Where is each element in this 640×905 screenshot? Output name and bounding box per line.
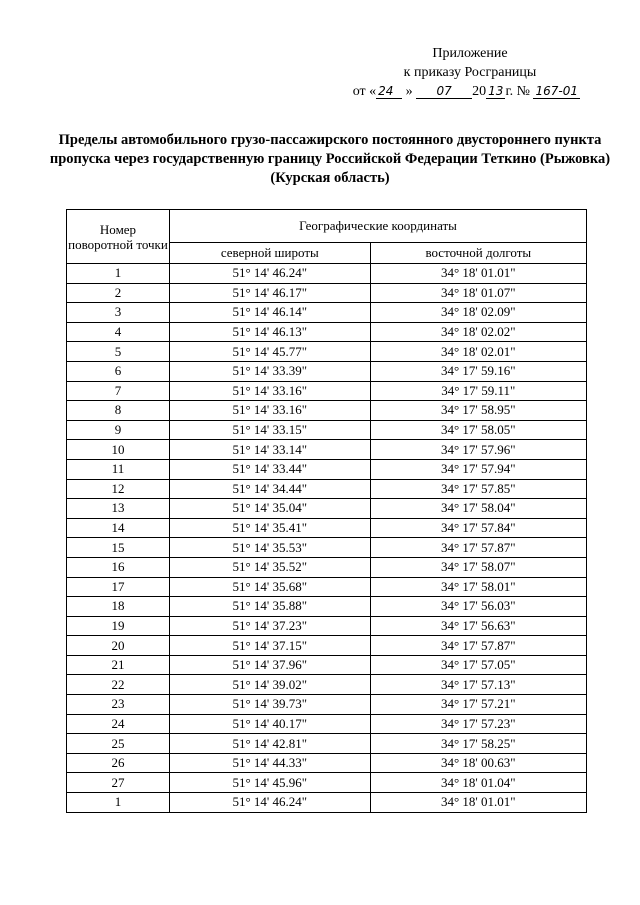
table-row [67,322,587,342]
point-number-cell: 21 [67,655,170,675]
order-year-suffix: 13 [488,84,504,98]
point-number-cell: 8 [67,401,170,421]
north-latitude-cell: 51° 14' 35.52" [170,557,371,577]
east-longitude-cell: 34° 17' 57.85" [370,479,586,499]
table-row [67,479,587,499]
order-year-prefix: 20 [472,84,487,99]
order-year-unit: г. № [505,84,530,99]
north-latitude-cell: 51° 14' 35.04" [170,499,371,519]
table-row [67,499,587,519]
point-number-cell: 12 [67,479,170,499]
table-body [67,264,587,813]
point-number-cell: 1 [67,264,170,284]
table-row [67,264,587,284]
order-date-number [350,82,590,101]
order-day: 24 [376,84,402,99]
point-number-cell: 24 [67,714,170,734]
north-latitude-cell: 51° 14' 46.17" [170,283,371,303]
north-latitude-cell: 51° 14' 35.68" [170,577,371,597]
north-latitude-cell: 51° 14' 44.33" [170,753,371,773]
east-longitude-cell: 34° 17' 58.01" [370,577,586,597]
east-longitude-cell: 34° 18' 01.07" [370,283,586,303]
appendix-order-ref: к приказу Росграницы [403,65,537,80]
point-number-cell: 17 [67,577,170,597]
header-geo-coordinates: Географические координаты [170,210,587,243]
order-month: 07 [416,84,472,99]
north-latitude-cell: 51° 14' 45.77" [170,342,371,362]
east-longitude-cell: 34° 17' 57.87" [370,636,586,656]
order-sep: » [402,84,413,99]
east-longitude-cell: 34° 17' 57.13" [370,675,586,695]
east-longitude-cell: 34° 18' 01.01" [370,264,586,284]
east-longitude-cell: 34° 17' 57.84" [370,518,586,538]
table-row [67,401,587,421]
east-longitude-cell: 34° 17' 58.95" [370,401,586,421]
north-latitude-cell: 51° 14' 45.96" [170,773,371,793]
north-latitude-cell: 51° 14' 37.15" [170,636,371,656]
north-latitude-cell: 51° 14' 33.16" [170,401,371,421]
east-longitude-cell: 34° 18' 02.09" [370,303,586,323]
table-row [67,616,587,636]
table-row [67,557,587,577]
appendix-block [350,44,590,101]
east-longitude-cell: 34° 17' 58.05" [370,420,586,440]
north-latitude-cell: 51° 14' 33.15" [170,420,371,440]
point-number-cell: 19 [67,616,170,636]
table-row [67,361,587,381]
point-number-cell: 27 [67,773,170,793]
order-prefix: от « [352,84,377,99]
point-number-cell: 2 [67,283,170,303]
north-latitude-cell: 51° 14' 35.88" [170,597,371,617]
appendix-label: Приложение [432,46,508,61]
table-row [67,714,587,734]
point-number-cell: 9 [67,420,170,440]
table-row [67,773,587,793]
point-number-cell: 16 [67,557,170,577]
east-longitude-cell: 34° 17' 57.23" [370,714,586,734]
point-number-cell: 22 [67,675,170,695]
point-number-cell: 1 [67,793,170,813]
header-east-longitude: восточной долготы [370,243,586,264]
table-row [67,420,587,440]
east-longitude-cell: 34° 18' 02.02" [370,322,586,342]
table-row [67,655,587,675]
east-longitude-cell: 34° 17' 57.87" [370,538,586,558]
header-north-latitude: северной широты [170,243,371,264]
point-number-cell: 15 [67,538,170,558]
header-point-number: Номер поворотной точки [67,210,170,264]
north-latitude-cell: 51° 14' 39.73" [170,695,371,715]
table-row [67,283,587,303]
east-longitude-cell: 34° 17' 59.11" [370,381,586,401]
north-latitude-cell: 51° 14' 42.81" [170,734,371,754]
table-row [67,734,587,754]
north-latitude-cell: 51° 14' 37.23" [170,616,371,636]
point-number-cell: 11 [67,459,170,479]
north-latitude-cell: 51° 14' 33.44" [170,459,371,479]
east-longitude-cell: 34° 17' 57.94" [370,459,586,479]
north-latitude-cell: 51° 14' 39.02" [170,675,371,695]
east-longitude-cell: 34° 17' 56.03" [370,597,586,617]
table-row [67,459,587,479]
table-row [67,303,587,323]
east-longitude-cell: 34° 17' 57.05" [370,655,586,675]
east-longitude-cell: 34° 17' 57.96" [370,440,586,460]
point-number-cell: 23 [67,695,170,715]
north-latitude-cell: 51° 14' 46.13" [170,322,371,342]
table-row [67,675,587,695]
north-latitude-cell: 51° 14' 35.41" [170,518,371,538]
east-longitude-cell: 34° 17' 59.16" [370,361,586,381]
north-latitude-cell: 51° 14' 46.14" [170,303,371,323]
north-latitude-cell: 51° 14' 33.16" [170,381,371,401]
point-number-cell: 20 [67,636,170,656]
table-row [67,342,587,362]
coordinates-table [66,209,587,813]
table-row [67,440,587,460]
east-longitude-cell: 34° 17' 58.25" [370,734,586,754]
east-longitude-cell: 34° 17' 57.21" [370,695,586,715]
north-latitude-cell: 51° 14' 35.53" [170,538,371,558]
point-number-cell: 13 [67,499,170,519]
north-latitude-cell: 51° 14' 40.17" [170,714,371,734]
point-number-cell: 6 [67,361,170,381]
table-row [67,695,587,715]
east-longitude-cell: 34° 18' 01.04" [370,773,586,793]
point-number-cell: 25 [67,734,170,754]
north-latitude-cell: 51° 14' 46.24" [170,793,371,813]
table-row [67,793,587,813]
north-latitude-cell: 51° 14' 33.14" [170,440,371,460]
table-row [67,753,587,773]
document-title: Пределы автомобильного грузо-пассажирского постоянного двустороннего пункта пропуска через государственную границу Российской Федерации Теткино (Рыжовка) (Курская область) [49,132,611,186]
east-longitude-cell: 34° 17' 58.04" [370,499,586,519]
north-latitude-cell: 51° 14' 37.96" [170,655,371,675]
table-row [67,577,587,597]
point-number-cell: 26 [67,753,170,773]
east-longitude-cell: 34° 18' 02.01" [370,342,586,362]
point-number-cell: 18 [67,597,170,617]
east-longitude-cell: 34° 18' 01.01" [370,793,586,813]
north-latitude-cell: 51° 14' 33.39" [170,361,371,381]
east-longitude-cell: 34° 18' 00.63" [370,753,586,773]
point-number-cell: 4 [67,322,170,342]
point-number-cell: 7 [67,381,170,401]
table-row [67,538,587,558]
point-number-cell: 3 [67,303,170,323]
point-number-cell: 14 [67,518,170,538]
north-latitude-cell: 51° 14' 46.24" [170,264,371,284]
table-row [67,518,587,538]
point-number-cell: 5 [67,342,170,362]
east-longitude-cell: 34° 17' 58.07" [370,557,586,577]
order-number: 167-01 [535,84,578,98]
table-row [67,636,587,656]
point-number-cell: 10 [67,440,170,460]
table-row [67,597,587,617]
table-row [67,381,587,401]
north-latitude-cell: 51° 14' 34.44" [170,479,371,499]
east-longitude-cell: 34° 17' 56.63" [370,616,586,636]
